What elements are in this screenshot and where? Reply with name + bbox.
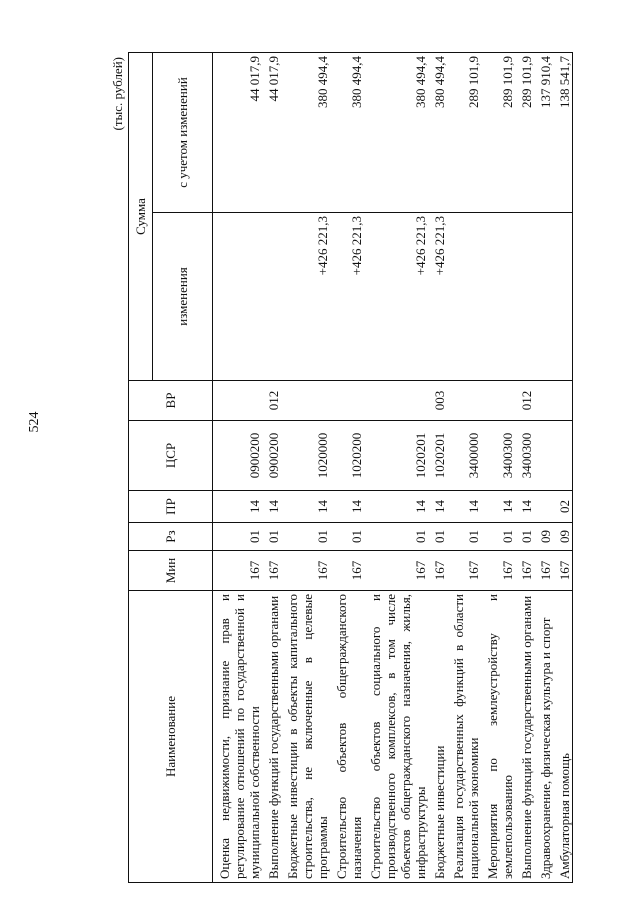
cell-rz: 09 [534,523,553,551]
cell-pr: 14 [262,491,281,523]
header-sum: Сумма [129,53,153,381]
cell-total: 289 101,9 [481,53,515,213]
cell-rz: 01 [447,523,481,551]
cell-csr: 0900200 [262,421,281,491]
cell-vr: 003 [428,381,447,421]
cell-csr: 3400000 [447,421,481,491]
cell-vr [213,381,263,421]
table-row [213,53,263,883]
cell-total: 289 101,9 [447,53,481,213]
page-number: 524 [27,411,42,433]
cell-name: Реализация государственных функций в области национальной экономики [447,591,481,883]
cell-csr: 3400300 [515,421,534,491]
cell-min: 167 [213,551,263,591]
cell-vr [481,381,515,421]
cell-name: Бюджетные инвестиции в объекты капитального строительства, не включенные в целевые программы [281,591,330,883]
cell-change: +426 221,3 [281,213,330,381]
header-name: Наименование [129,591,213,883]
cell-csr [553,421,573,491]
cell-rz: 01 [330,523,364,551]
cell-min: 167 [330,551,364,591]
cell-csr: 1020200 [330,421,364,491]
cell-min: 167 [281,551,330,591]
table-row [534,53,553,883]
cell-vr: 012 [515,381,534,421]
cell-name: Здравоохранение, физическая культура и спорт [534,591,553,883]
cell-pr: 14 [330,491,364,523]
cell-name: Мероприятия по землеустройству и землепользованию [481,591,515,883]
cell-pr: 14 [281,491,330,523]
cell-pr: 14 [481,491,515,523]
cell-total: 289 101,9 [515,53,534,213]
cell-change: +426 221,3 [330,213,364,381]
rotated-table-area [100,53,610,883]
cell-name: Строительство объектов общегражданского назначения [330,591,364,883]
cell-vr [553,381,573,421]
cell-name: Бюджетные инвестиции [428,591,447,883]
table-row [364,53,428,883]
table-row [330,53,364,883]
cell-csr: 1020201 [428,421,447,491]
cell-name: Выполнение функций государственными органами [262,591,281,883]
cell-total: 44 017,9 [213,53,263,213]
cell-rz: 01 [428,523,447,551]
cell-min: 167 [481,551,515,591]
table-row [515,53,534,883]
cell-pr: 14 [428,491,447,523]
table-row [481,53,515,883]
table-row [281,53,330,883]
cell-rz: 01 [515,523,534,551]
cell-csr: 1020201 [364,421,428,491]
cell-vr [364,381,428,421]
cell-rz: 01 [262,523,281,551]
cell-rz: 01 [364,523,428,551]
cell-total: 137 910,4 [534,53,553,213]
cell-name: Выполнение функций государственными органами [515,591,534,883]
cell-min: 167 [515,551,534,591]
table-row [553,53,573,883]
units-label: (тыс. рублей) [110,57,125,131]
cell-change: +426 221,3 [364,213,428,381]
budget-table [128,52,573,883]
cell-change [481,213,515,381]
cell-min: 167 [428,551,447,591]
cell-change [447,213,481,381]
cell-vr [330,381,364,421]
header-with-changes: с учетом изменений [153,53,213,213]
cell-vr [534,381,553,421]
cell-pr: 14 [213,491,263,523]
cell-total: 380 494,4 [428,53,447,213]
cell-total: 138 541,7 [553,53,573,213]
header-min: Мин [129,551,213,591]
cell-pr: 14 [515,491,534,523]
cell-rz: 01 [481,523,515,551]
header-rz: Рз [129,523,213,551]
cell-change: +426 221,3 [428,213,447,381]
cell-pr: 14 [447,491,481,523]
cell-change [213,213,263,381]
cell-vr: 012 [262,381,281,421]
cell-min: 167 [447,551,481,591]
cell-csr: 0900200 [213,421,263,491]
cell-pr: 02 [553,491,573,523]
table-row [447,53,481,883]
cell-rz: 09 [553,523,573,551]
cell-name: Амбулаторная помощь [553,591,573,883]
cell-vr [447,381,481,421]
cell-csr: 3400300 [481,421,515,491]
cell-pr [534,491,553,523]
cell-total: 380 494,4 [330,53,364,213]
cell-rz: 01 [213,523,263,551]
cell-pr: 14 [364,491,428,523]
header-vr: ВР [129,381,213,421]
cell-name: Оценка недвижимости, признание прав и регулирование отношений по государственной и муниципальной собственности [213,591,263,883]
cell-vr [281,381,330,421]
header-pr: ПР [129,491,213,523]
table-row [262,53,281,883]
cell-name: Строительство объектов социального и производственного комплексов, в том числе объектов общегражданского назначения, жилья, инфраструктуры [364,591,428,883]
cell-min: 167 [534,551,553,591]
cell-csr [534,421,553,491]
cell-min: 167 [553,551,573,591]
cell-change [534,213,553,381]
cell-min: 167 [364,551,428,591]
header-csr: ЦСР [129,421,213,491]
header-changes: изменения [153,213,213,381]
cell-min: 167 [262,551,281,591]
cell-change [262,213,281,381]
cell-csr: 1020000 [281,421,330,491]
table-row [428,53,447,883]
cell-rz: 01 [281,523,330,551]
cell-total: 44 017,9 [262,53,281,213]
cell-change [515,213,534,381]
cell-total: 380 494,4 [364,53,428,213]
cell-total: 380 494,4 [281,53,330,213]
cell-change [553,213,573,381]
